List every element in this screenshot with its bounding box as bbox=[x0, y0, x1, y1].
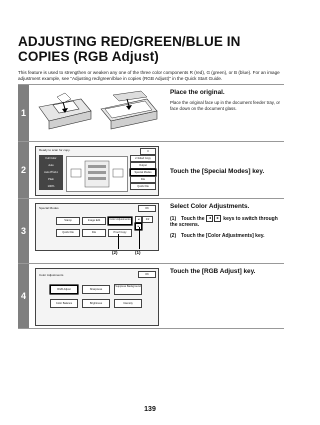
exposure-button[interactable]: Auto bbox=[39, 162, 63, 169]
paper-select-button[interactable]: Plain bbox=[39, 176, 63, 183]
screen-status-text: Ready to scan for copy. bbox=[39, 148, 71, 152]
intro-text: This feature is used to strengthen or weaken any one of the three color components R (red), G (green), or B (blue). For an image adjustment example, see "Adjusting red/green/blue in copies (RGB Adjust)" in the Quick Start Guide. bbox=[18, 70, 280, 82]
screen-title: Special Modes bbox=[39, 206, 59, 210]
callout-label-2: (2) bbox=[112, 250, 118, 255]
sub-step-text: Touch the [Color Adjustments] key. bbox=[181, 232, 265, 239]
brightness-button[interactable]: Brightness bbox=[82, 299, 110, 308]
sub-step-1 bbox=[170, 215, 282, 229]
step-number: 1 bbox=[18, 85, 29, 141]
step-heading: Touch the [RGB Adjust] key. bbox=[170, 268, 256, 275]
page-indicator: 2/2 bbox=[142, 216, 153, 223]
step-heading: Select Color Adjustments. bbox=[170, 203, 250, 210]
step-heading: Touch the [Special Modes] key. bbox=[170, 168, 265, 175]
special-modes-screen bbox=[35, 203, 159, 251]
color-balance-button[interactable]: Color Balance bbox=[50, 299, 78, 308]
previous-screen-button[interactable]: ◄ bbox=[135, 216, 142, 223]
callout-label-1: (1) bbox=[135, 250, 141, 255]
right-arrow-key-icon: ► bbox=[216, 216, 220, 220]
step-heading: Place the original. bbox=[170, 89, 225, 96]
sub-step-text-post: keys to switch through the screens. bbox=[170, 215, 278, 229]
image-edit-button[interactable]: Image Edit bbox=[82, 217, 106, 225]
document-glass-drawing bbox=[101, 91, 157, 129]
step-number: 4 bbox=[18, 264, 29, 328]
sharpness-button[interactable]: Sharpness bbox=[82, 285, 110, 294]
step-4 bbox=[18, 264, 284, 329]
callout-line-2 bbox=[118, 234, 119, 249]
left-arrow-key-icon: ◄ bbox=[208, 216, 212, 220]
main-copy-screen bbox=[35, 146, 159, 196]
two-sided-copy-button[interactable]: 2-Sided Copy bbox=[130, 155, 156, 162]
rgb-adjust-button[interactable]: RGB Adjust bbox=[50, 285, 78, 294]
paper-tray-diagram bbox=[66, 156, 128, 192]
steps-table bbox=[18, 84, 284, 329]
sub-step-2 bbox=[170, 233, 282, 240]
copy-counter: 0 bbox=[140, 148, 156, 155]
sub-step-text-pre: Touch the bbox=[181, 215, 205, 222]
sub-step-number: (2) bbox=[170, 232, 177, 239]
ok-button[interactable]: OK bbox=[138, 271, 156, 278]
original-button[interactable]: Auto 8½x11 bbox=[39, 169, 63, 176]
special-modes-button[interactable]: Special Modes bbox=[130, 169, 156, 176]
screen-title: Color Adjustments bbox=[39, 273, 64, 277]
file-button[interactable]: File bbox=[82, 229, 106, 237]
stamp-button[interactable]: Stamp bbox=[56, 217, 80, 225]
step-1 bbox=[18, 85, 284, 142]
page-number: 139 bbox=[144, 406, 156, 413]
copier-illustration bbox=[35, 89, 159, 142]
output-button[interactable]: Output bbox=[130, 162, 156, 169]
step-3 bbox=[18, 199, 284, 264]
suppress-background-button[interactable]: Suppress Background bbox=[114, 284, 142, 295]
step-number: 3 bbox=[18, 199, 29, 263]
page-title: ADJUSTING RED/GREEN/BLUE IN COPIES (RGB Adjust) bbox=[18, 34, 241, 64]
callout-line-1 bbox=[139, 227, 140, 249]
quick-file-button[interactable]: Quick File bbox=[130, 183, 156, 190]
color-adjustments-button[interactable]: Color Adjustments bbox=[108, 217, 132, 225]
document-feeder-drawing bbox=[39, 93, 91, 129]
step-description: Place the original face up in the document feeder tray, or face down on the document glass. bbox=[170, 100, 280, 111]
copy-ratio-button[interactable]: 100% bbox=[39, 183, 63, 190]
color-mode-button[interactable]: Full Color bbox=[39, 155, 63, 162]
color-adjustments-screen bbox=[35, 268, 159, 326]
file-button[interactable]: File bbox=[130, 176, 156, 183]
step-number: 2 bbox=[18, 142, 29, 198]
sub-step-number: (1) bbox=[170, 215, 177, 222]
quick-file-button[interactable]: Quick File bbox=[56, 229, 80, 237]
proof-copy-button[interactable]: Proof Copy bbox=[108, 229, 132, 237]
ok-button[interactable]: OK bbox=[138, 205, 156, 212]
step-2 bbox=[18, 142, 284, 199]
intensity-button[interactable]: Intensity bbox=[114, 299, 142, 308]
